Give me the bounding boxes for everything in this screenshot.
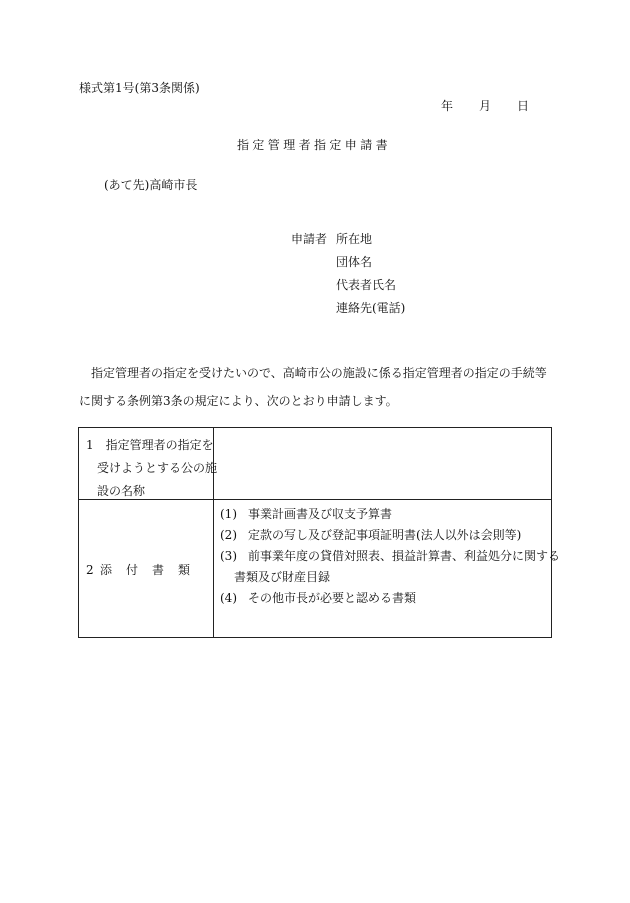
attachments-label — [86, 564, 211, 576]
date-year: 年 — [441, 99, 454, 113]
applicant-field-representative: 代表者氏名 — [336, 278, 397, 292]
attachments-list — [220, 507, 561, 613]
attachment-item — [220, 592, 550, 613]
attachments-label-char: 添 — [100, 563, 113, 577]
facility-label-line-3: 設の名称 — [97, 484, 146, 498]
application-statement: 指定管理者の指定を受けたいので、高崎市公の施設に係る指定管理者の指定の手続等に関する条例第3条の規定により、次のとおり申請します。 — [79, 366, 547, 408]
applicant-label: 申請者 — [291, 232, 328, 246]
attachments-label-char: 付 — [126, 563, 139, 577]
applicant-field-address: 所在地 — [336, 232, 373, 246]
form-number: 様式第1号(第3条関係) — [79, 81, 200, 95]
attachment-text: 事業計画書及び収支予算書 — [248, 507, 393, 521]
facility-label-line-2: 受けようとする公の施 — [97, 461, 218, 475]
attachment-text: その他市長が必要と認める書類 — [248, 591, 417, 605]
attachment-text-continuation: 書類及び財産目録 — [234, 570, 331, 584]
date-month: 月 — [479, 99, 492, 113]
attachment-item — [220, 529, 550, 550]
attachments-label-number: 2 — [86, 563, 94, 577]
facility-label-line-1: 1 指定管理者の指定を — [86, 438, 214, 452]
date-line — [441, 100, 529, 112]
attachment-number: (2) — [220, 528, 237, 542]
attachments-label-char: 書 — [152, 563, 165, 577]
attachment-number: (1) — [220, 507, 237, 521]
addressee: (あて先)高崎市長 — [104, 178, 198, 192]
attachment-item — [220, 508, 550, 529]
date-day: 日 — [517, 99, 530, 113]
attachment-number: (4) — [220, 591, 237, 605]
attachment-item — [220, 549, 561, 571]
attachments-label-char: 類 — [178, 563, 191, 577]
attachment-number: (3) — [220, 549, 237, 563]
facility-name-label — [86, 434, 218, 503]
attachment-text: 定款の写し及び登記事項証明書(法人以外は会則等) — [248, 528, 522, 542]
applicant-field-organization: 団体名 — [336, 255, 373, 269]
attachment-text: 前事業年度の貸借対照表、損益計算書、利益処分に関する — [248, 549, 561, 563]
document-title: 指定管理者指定申請書 — [237, 138, 392, 152]
applicant-field-contact: 連絡先(電話) — [336, 301, 406, 315]
application-table — [78, 427, 561, 638]
